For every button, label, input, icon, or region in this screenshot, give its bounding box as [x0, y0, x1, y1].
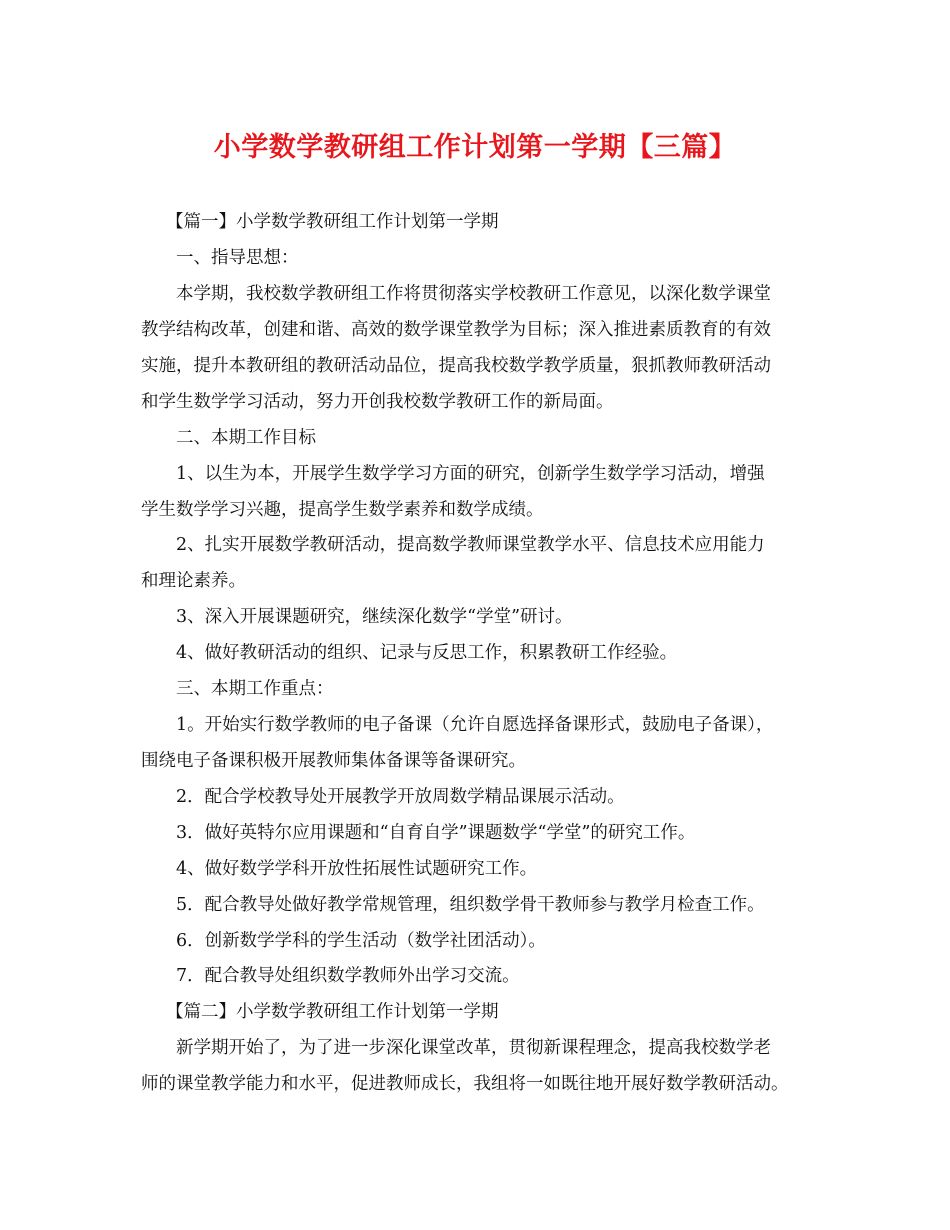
paragraph-line: 教学结构改革，创建和谐、高效的数学课堂教学为目标；深入推进素质教育的有效	[141, 320, 771, 340]
section-heading-part-one: 【篇一】小学数学教研组工作计划第一学期	[166, 212, 499, 232]
paragraph-line: 1。开始实行数学教师的电子备课（允许自愿选择备课形式，鼓励电子备课），	[176, 715, 774, 735]
paragraph-line: 新学期开始了，为了进一步深化课堂改革，贯彻新课程理念，提高我校数学老	[176, 1038, 771, 1058]
heading-guiding-ideology: 一、指导思想：	[176, 248, 299, 268]
paragraph-line: 师的课堂教学能力和水平，促进教师成长，我组将一如既往地开展好数学教研活动。	[141, 1074, 789, 1094]
paragraph-line: 1、以生为本，开展学生数学学习方面的研究，创新学生数学学习活动，增强	[176, 464, 765, 484]
paragraph-line: 4、做好教研活动的组织、记录与反思工作，积累教研工作经验。	[176, 643, 678, 663]
paragraph-line: 和学生数学学习活动，努力开创我校数学教研工作的新局面。	[141, 392, 614, 412]
heading-work-focus: 三、本期工作重点：	[176, 679, 334, 699]
paragraph-line: 4、做好数学学科开放性拓展性试题研究工作。	[176, 859, 538, 879]
document-title: 小学数学教研组工作计划第一学期【三篇】	[213, 132, 737, 163]
paragraph-line: 2．配合学校教导处开展教学开放周数学精品课展示活动。	[176, 787, 625, 807]
paragraph-line: 3、深入开展课题研究，继续深化数学“学堂”研讨。	[176, 607, 573, 627]
paragraph-line: 围绕电子备课积极开展教师集体备课等备课研究。	[141, 751, 526, 771]
paragraph-line: 学生数学学习兴趣，提高学生数学素养和数学成绩。	[141, 500, 544, 520]
paragraph-line: 实施，提升本教研组的教研活动品位，提高我校数学教学质量，狠抓教师教研活动	[141, 356, 771, 376]
paragraph-line: 2、扎实开展数学教研活动，提高数学教师课堂教学水平、信息技术应用能力	[176, 535, 765, 555]
section-heading-part-two: 【篇二】小学数学教研组工作计划第一学期	[166, 1002, 499, 1022]
paragraph-line: 6．创新数学学科的学生活动（数学社团活动）。	[176, 931, 546, 951]
paragraph-line: 和理论素养。	[141, 571, 246, 591]
paragraph-line: 本学期，我校数学教研组工作将贯彻落实学校教研工作意见，以深化数学课堂	[176, 284, 771, 304]
paragraph-line: 5．配合教导处做好教学常规管理，组织数学骨干教师参与教学月检查工作。	[176, 895, 765, 915]
heading-work-goals: 二、本期工作目标	[176, 428, 316, 448]
paragraph-line: 7．配合教导处组织数学教师外出学习交流。	[176, 966, 520, 986]
paragraph-line: 3．做好英特尔应用课题和“自育自学”课题数学“学堂”的研究工作。	[176, 823, 696, 843]
